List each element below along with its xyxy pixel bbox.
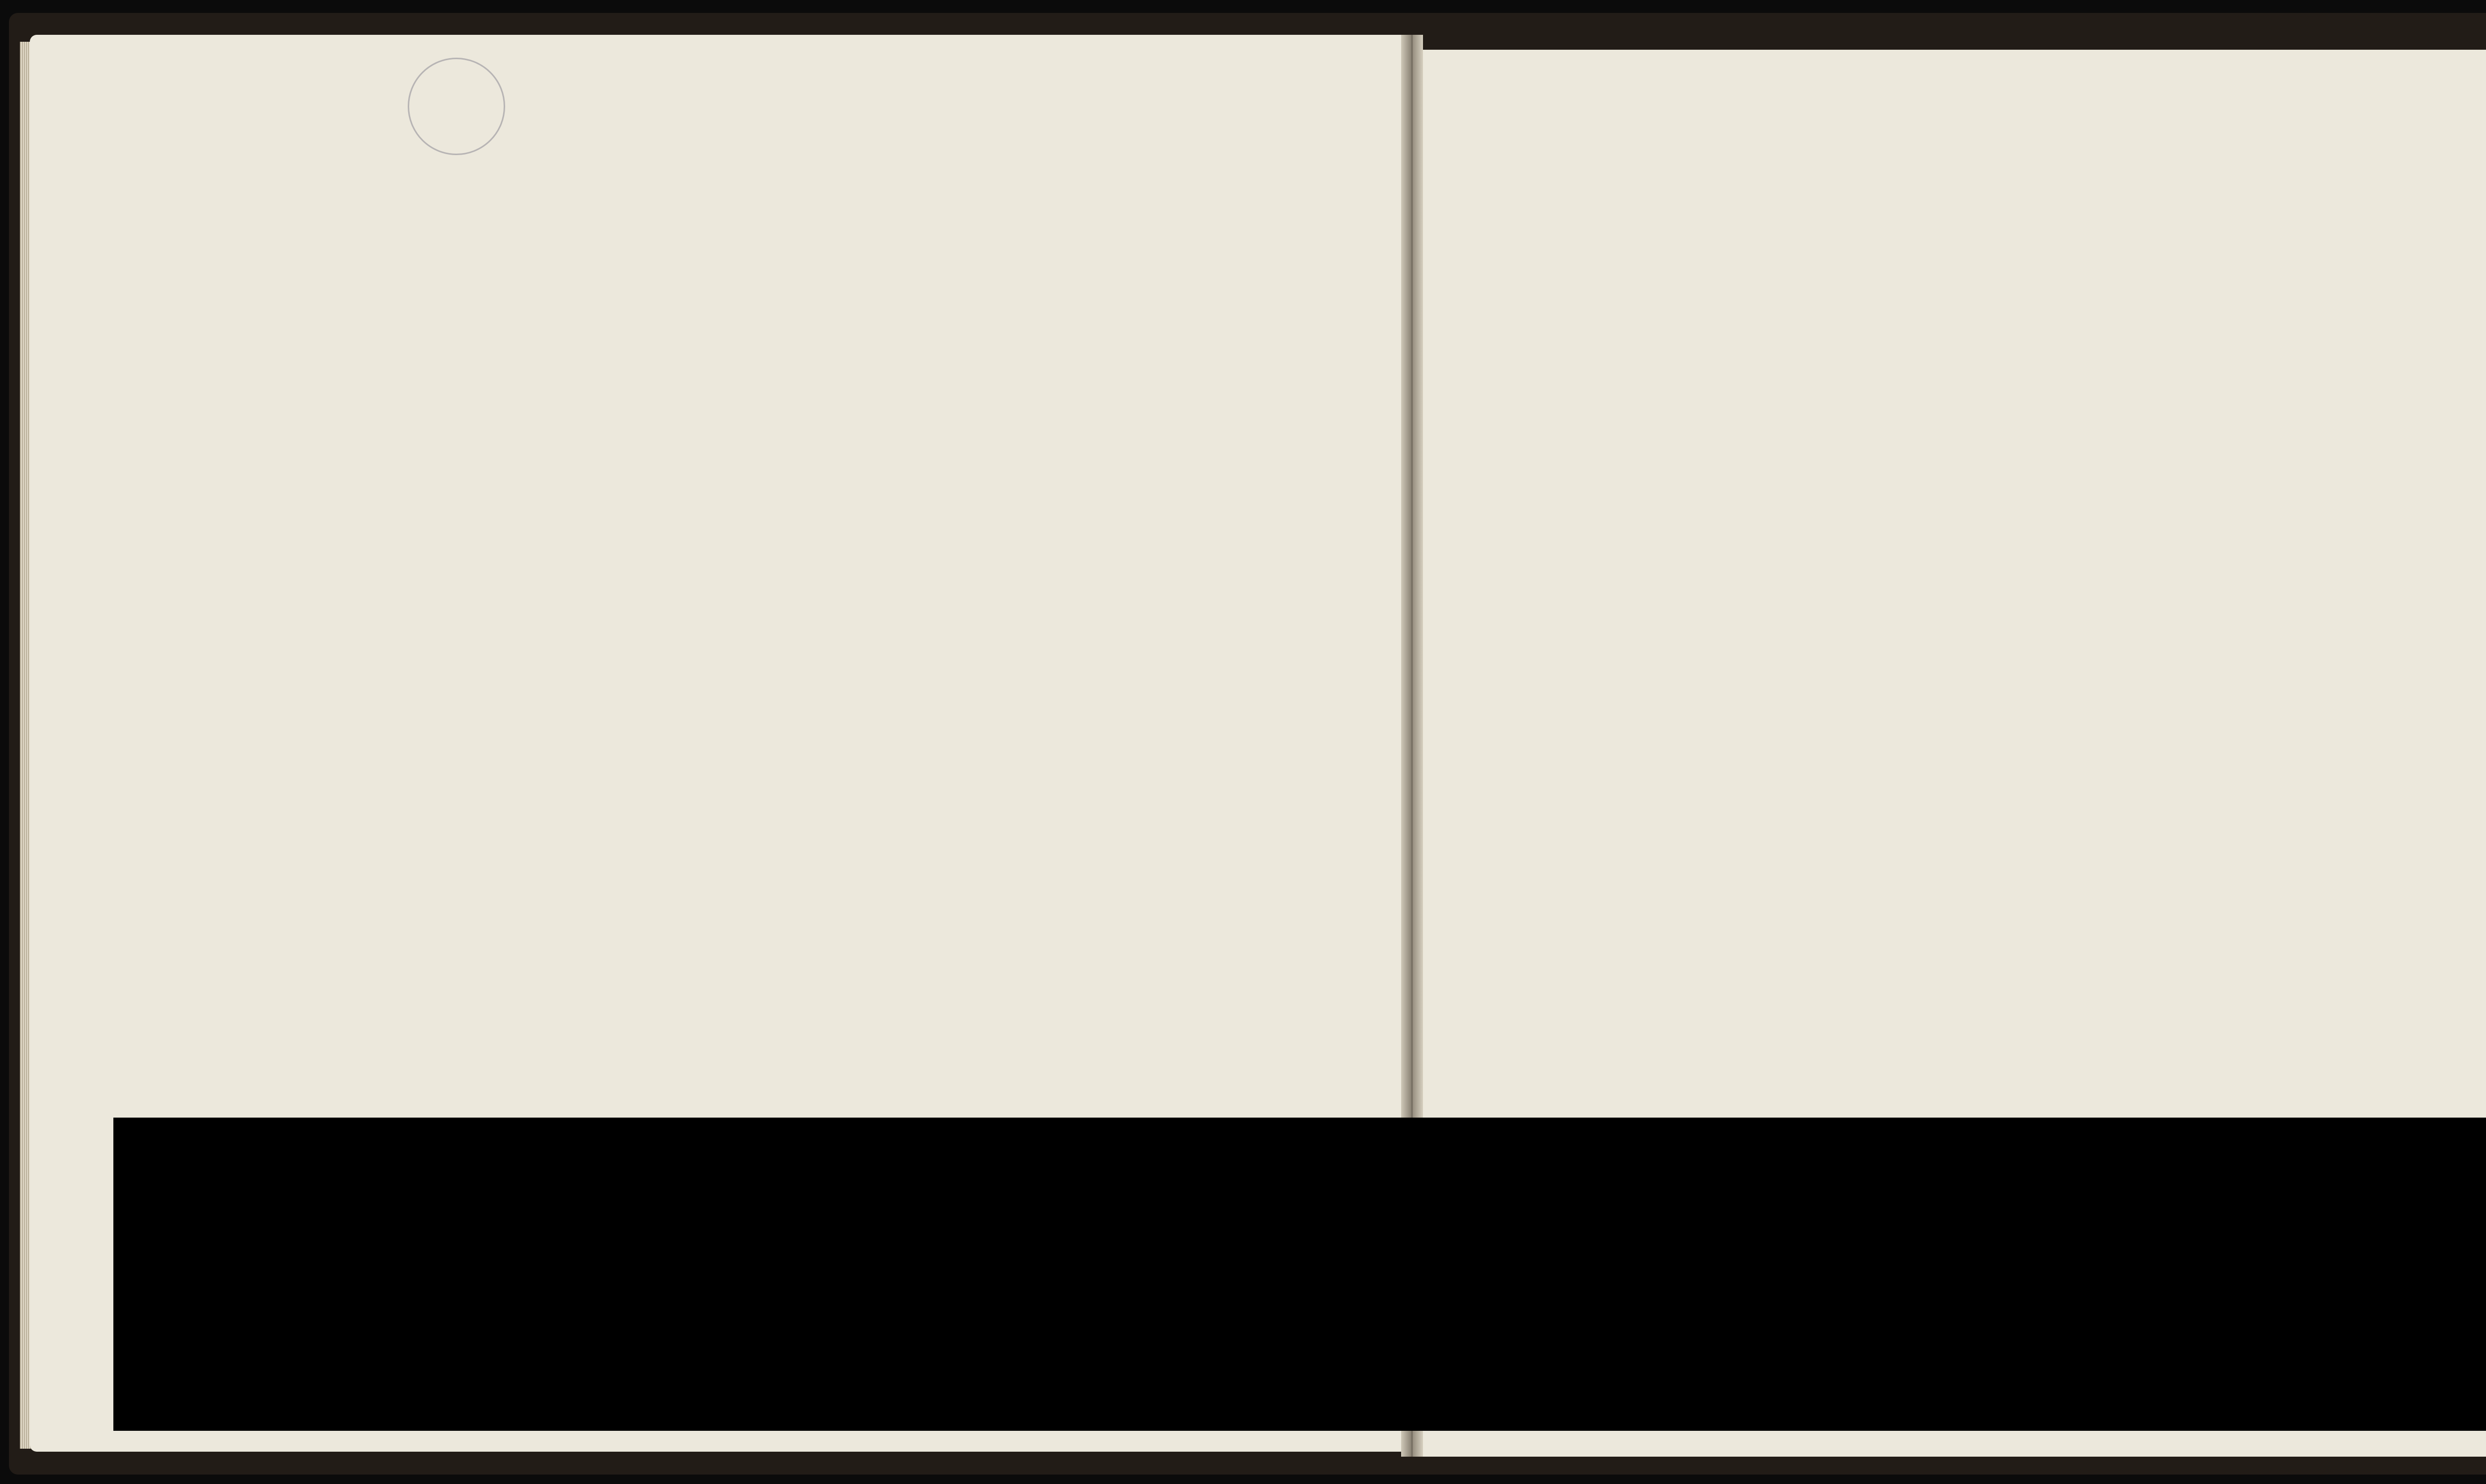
page-edges: [20, 42, 31, 1449]
redaction-block: [113, 1118, 2486, 1431]
header-evidence-of-birth: [798, 154, 822, 214]
library-stamp: [408, 58, 505, 155]
